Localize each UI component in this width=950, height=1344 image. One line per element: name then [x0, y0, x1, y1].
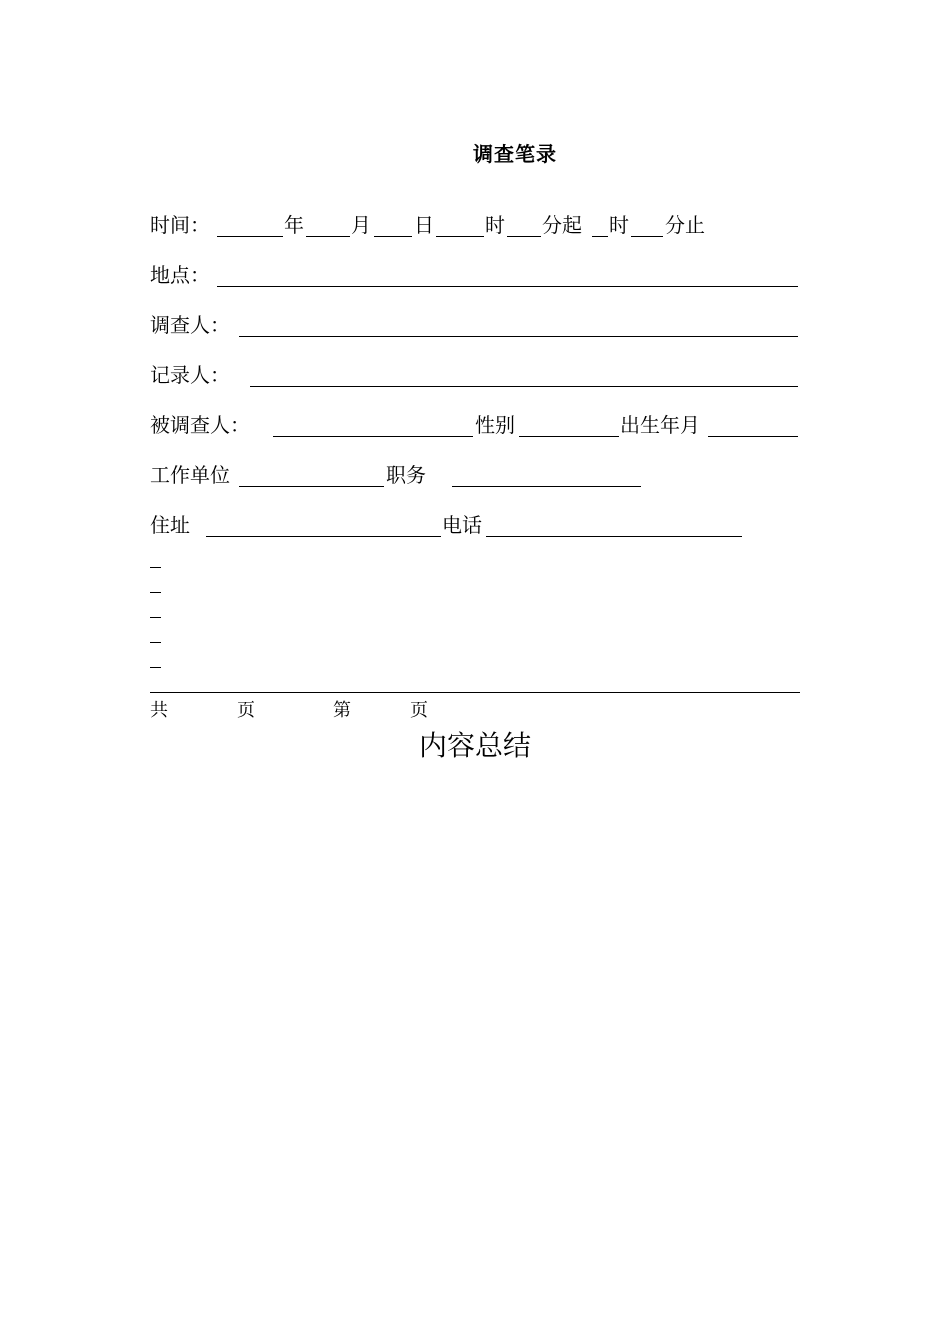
birth-blank[interactable] — [708, 436, 798, 437]
place-row — [150, 262, 800, 292]
record-line — [150, 617, 161, 618]
subject-row — [150, 412, 800, 442]
work-unit-label: 工作单位 — [150, 463, 230, 487]
time-label: 时间： — [150, 213, 210, 237]
subject-label: 被调查人： — [150, 413, 250, 437]
footer-page-label: 页 — [410, 700, 428, 721]
birth-label: 出生年月 — [620, 413, 700, 437]
investigator-label: 调查人： — [150, 313, 230, 337]
start-hour-label: 时 — [485, 213, 505, 237]
record-line — [150, 567, 161, 568]
place-blank[interactable] — [217, 286, 798, 287]
summary-heading: 内容总结 — [418, 729, 531, 762]
year-blank[interactable] — [217, 236, 283, 237]
investigator-row — [150, 312, 800, 342]
footer-nth-label: 第 — [333, 700, 351, 721]
position-blank[interactable] — [452, 486, 641, 487]
recorder-blank[interactable] — [250, 386, 798, 387]
phone-blank[interactable] — [486, 536, 742, 537]
end-hour-label: 时 — [609, 213, 629, 237]
footer-divider — [150, 692, 800, 693]
subject-name-blank[interactable] — [273, 436, 473, 437]
document-title: 调查笔录 — [473, 142, 557, 166]
year-label: 年 — [284, 213, 304, 237]
address-label: 住址 — [150, 513, 190, 537]
gender-label: 性别 — [475, 413, 515, 437]
address-row — [150, 512, 800, 542]
record-line — [150, 642, 161, 643]
work-row — [150, 462, 800, 492]
start-minute-label: 分起 — [542, 213, 582, 237]
record-line — [150, 667, 161, 668]
start-hour-blank[interactable] — [436, 236, 484, 237]
phone-label: 电话 — [442, 513, 482, 537]
day-label: 日 — [414, 213, 434, 237]
position-label: 职务 — [386, 463, 426, 487]
end-minute-label: 分止 — [665, 213, 705, 237]
recorder-row — [150, 362, 800, 392]
day-blank[interactable] — [374, 236, 412, 237]
footer-total-label: 共 — [150, 700, 168, 721]
gender-blank[interactable] — [519, 436, 619, 437]
time-row — [150, 212, 800, 242]
recorder-label: 记录人： — [150, 363, 230, 387]
month-blank[interactable] — [306, 236, 350, 237]
record-line — [150, 592, 161, 593]
work-unit-blank[interactable] — [239, 486, 384, 487]
footer-pages-label: 页 — [237, 700, 255, 721]
place-label: 地点： — [150, 263, 210, 287]
address-blank[interactable] — [206, 536, 441, 537]
investigator-blank[interactable] — [239, 336, 798, 337]
start-minute-blank[interactable] — [507, 236, 541, 237]
end-hour-blank[interactable] — [592, 236, 608, 237]
month-label: 月 — [351, 213, 371, 237]
end-minute-blank[interactable] — [631, 236, 663, 237]
